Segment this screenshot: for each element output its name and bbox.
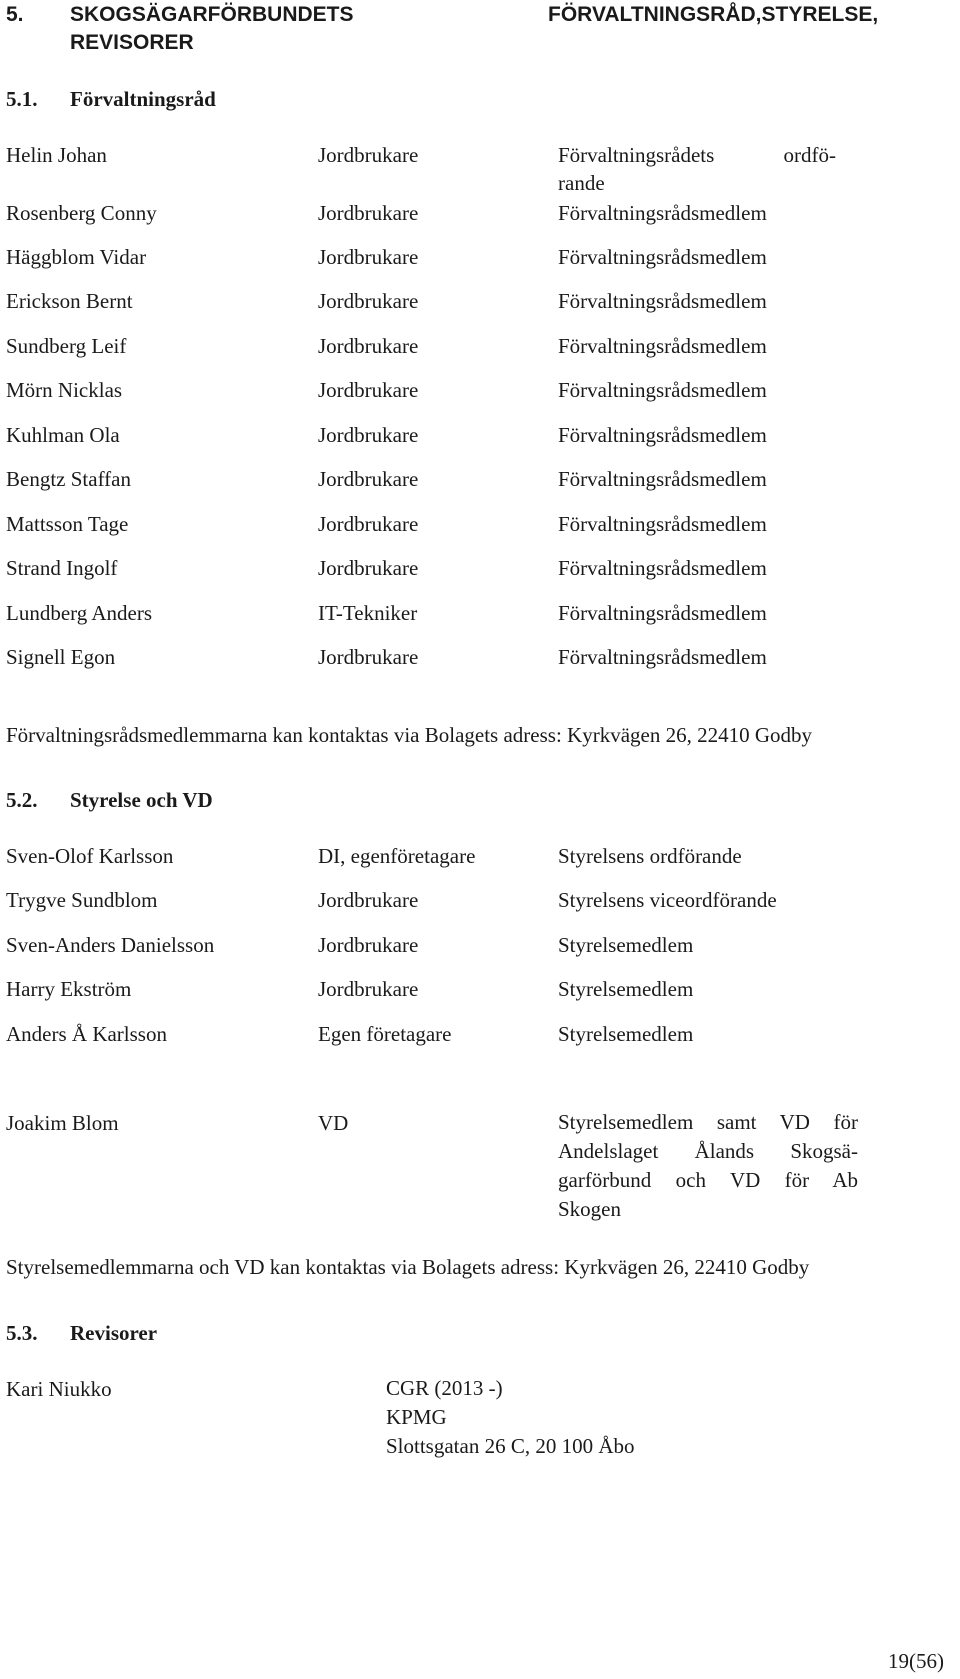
board-role: Styrelsemedlem [558, 977, 694, 1001]
council-occupation: Jordbrukare [318, 556, 419, 580]
ceo-role-line: Styrelsemedlem samt VD för [558, 1110, 858, 1134]
board-name: Anders Å Karlsson [6, 1022, 167, 1046]
council-name: Rosenberg Conny [6, 201, 157, 225]
board-role: Styrelsemedlem [558, 1022, 694, 1046]
ceo-name: Joakim Blom [6, 1111, 119, 1135]
council-occupation: Jordbrukare [318, 201, 419, 225]
section-number-5-3: 5.3. [6, 1321, 38, 1345]
council-role: Förvaltningsrådsmedlem [558, 512, 767, 536]
ceo-role [558, 1108, 858, 1224]
council-name: Signell Egon [6, 645, 116, 669]
board-name: Trygve Sundblom [6, 888, 158, 912]
ceo-role-line: Skogen [558, 1197, 621, 1221]
auditor-name: Kari Niukko [6, 1377, 112, 1401]
council-occupation: Jordbrukare [318, 423, 419, 447]
council-name: Helin Johan [6, 143, 107, 167]
council-occupation: IT-Tekniker [318, 601, 418, 625]
council-role [558, 141, 836, 196]
ceo-occupation: VD [318, 1111, 349, 1135]
heading-number: 5. [6, 3, 24, 26]
section-title-5-2: Styrelse och VD [70, 788, 213, 812]
council-name: Sundberg Leif [6, 334, 127, 358]
council-contact-note: Förvaltningsrådsmedlemmarna kan kontaktas via Bolagets adress: Kyrkvägen 26, 22410 Godby [6, 723, 812, 747]
board-name: Harry Ekström [6, 977, 132, 1001]
heading-title-line2: REVISORER [70, 31, 194, 54]
council-role: Förvaltningsrådsmedlem [558, 556, 767, 580]
council-role-line: rande [558, 171, 605, 195]
council-role: Förvaltningsrådsmedlem [558, 601, 767, 625]
council-role-line: Förvaltningsrådets ordfö- [558, 143, 836, 167]
council-role: Förvaltningsrådsmedlem [558, 201, 767, 225]
council-name: Mattsson Tage [6, 512, 129, 536]
auditor-details [386, 1374, 635, 1461]
council-role: Förvaltningsrådsmedlem [558, 334, 767, 358]
heading-title-left: SKOGSÄGARFÖRBUNDETS [70, 3, 354, 26]
board-occupation: Jordbrukare [318, 933, 419, 957]
page-number: 19(56) [888, 1649, 944, 1673]
auditor-line: KPMG [386, 1405, 447, 1429]
section-number-5-1: 5.1. [6, 87, 38, 111]
council-role: Förvaltningsrådsmedlem [558, 645, 767, 669]
council-occupation: Jordbrukare [318, 467, 419, 491]
board-role: Styrelsens ordförande [558, 844, 742, 868]
council-occupation: Jordbrukare [318, 143, 419, 167]
council-occupation: Jordbrukare [318, 512, 419, 536]
council-name: Kuhlman Ola [6, 423, 120, 447]
council-occupation: Jordbrukare [318, 289, 419, 313]
council-occupation: Jordbrukare [318, 245, 419, 269]
council-role: Förvaltningsrådsmedlem [558, 378, 767, 402]
board-occupation: Jordbrukare [318, 888, 419, 912]
auditor-line: Slottsgatan 26 C, 20 100 Åbo [386, 1434, 635, 1458]
board-occupation: Jordbrukare [318, 977, 419, 1001]
council-name: Mörn Nicklas [6, 378, 123, 402]
board-name: Sven-Olof Karlsson [6, 844, 174, 868]
board-name: Sven-Anders Danielsson [6, 933, 215, 957]
council-name: Bengtz Staffan [6, 467, 131, 491]
council-name: Lundberg Anders [6, 601, 153, 625]
council-name: Erickson Bernt [6, 289, 133, 313]
section-title-5-1: Förvaltningsråd [70, 87, 216, 111]
council-occupation: Jordbrukare [318, 378, 419, 402]
council-role: Förvaltningsrådsmedlem [558, 423, 767, 447]
heading-title-right: FÖRVALTNINGSRÅD,STYRELSE, [548, 3, 879, 26]
board-role: Styrelsens viceordförande [558, 888, 777, 912]
board-contact-note: Styrelsemedlemmarna och VD kan kontaktas via Bolagets adress: Kyrkvägen 26, 22410 Godby [6, 1255, 810, 1279]
ceo-role-line: Andelslaget Ålands Skogsä- [558, 1139, 858, 1163]
council-role: Förvaltningsrådsmedlem [558, 245, 767, 269]
board-occupation: DI, egenföretagare [318, 844, 476, 868]
section-title-5-3: Revisorer [70, 1321, 158, 1345]
council-name: Häggblom Vidar [6, 245, 147, 269]
council-occupation: Jordbrukare [318, 645, 419, 669]
auditor-line: CGR (2013 -) [386, 1376, 503, 1400]
board-role: Styrelsemedlem [558, 933, 694, 957]
ceo-role-line: garförbund och VD för Ab [558, 1168, 858, 1192]
council-name: Strand Ingolf [6, 556, 118, 580]
section-number-5-2: 5.2. [6, 788, 38, 812]
board-occupation: Egen företagare [318, 1022, 452, 1046]
council-role: Förvaltningsrådsmedlem [558, 289, 767, 313]
council-role: Förvaltningsrådsmedlem [558, 467, 767, 491]
council-occupation: Jordbrukare [318, 334, 419, 358]
